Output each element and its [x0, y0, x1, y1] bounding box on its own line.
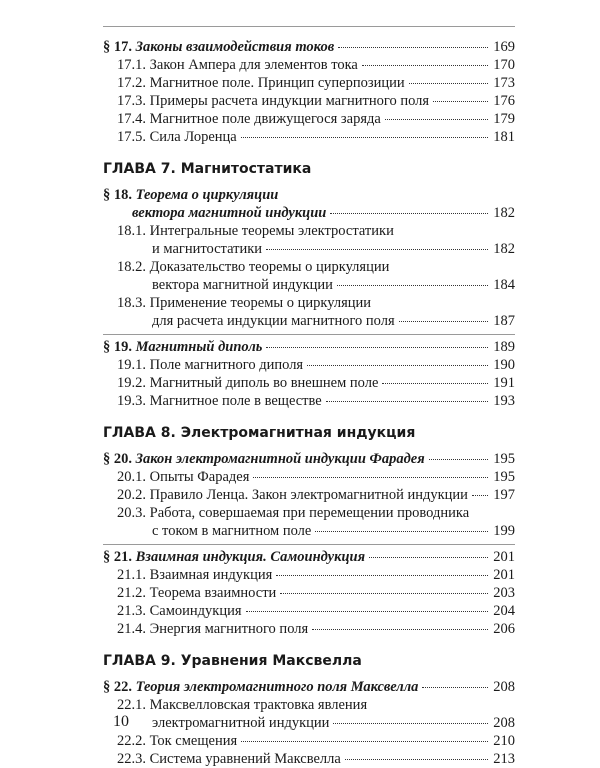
chapter-heading-9: ГЛАВА 9. Уравнения Максвелла	[103, 653, 362, 669]
page-ref: 182	[493, 241, 515, 257]
dot-leader	[307, 365, 488, 366]
item-title-line1: 18.3. Применение теоремы о циркуляции	[117, 295, 372, 311]
dot-leader	[382, 383, 488, 384]
item-title-line2: с током в магнитном поле	[152, 523, 312, 539]
page-ref: 213	[493, 751, 515, 767]
page-ref: 201	[493, 549, 515, 565]
toc-item-20-2[interactable]	[103, 486, 515, 504]
item-title-line1: 18.1. Интегральные теоремы электростатики	[117, 223, 394, 239]
page-ref: 210	[493, 733, 515, 749]
page-ref: 190	[493, 357, 515, 373]
toc-item-22-1[interactable]	[103, 696, 515, 714]
page-ref: 184	[493, 277, 515, 293]
toc-item-22-1-cont[interactable]	[103, 714, 515, 732]
dot-leader	[330, 213, 488, 214]
section-number: § 21.	[103, 549, 132, 565]
dot-leader	[362, 65, 488, 66]
toc-item-18-2-cont[interactable]	[103, 276, 515, 294]
dot-leader	[345, 759, 488, 760]
toc-item-19-3[interactable]	[103, 392, 515, 410]
dot-leader	[399, 321, 488, 322]
dot-leader	[253, 477, 488, 478]
toc-item-21-2[interactable]	[103, 584, 515, 602]
item-title: 19.2. Магнитный диполь во внешнем поле	[117, 375, 379, 391]
section-number: § 19.	[103, 339, 132, 355]
toc-item-18-2[interactable]	[103, 258, 515, 276]
item-title: 20.2. Правило Ленца. Закон электромагнитной индукции	[117, 487, 468, 503]
top-rule	[103, 26, 515, 27]
page-ref: 199	[493, 523, 515, 539]
toc-item-18-3-cont[interactable]	[103, 312, 515, 330]
page-ref: 182	[493, 205, 515, 221]
dot-leader	[338, 47, 488, 48]
toc-section-19[interactable]	[103, 338, 515, 356]
toc-section-20[interactable]	[103, 450, 515, 468]
page-ref: 181	[493, 129, 515, 145]
item-title: 22.3. Система уравнений Максвелла	[117, 751, 341, 767]
dot-leader	[312, 629, 488, 630]
page-ref: 189	[493, 339, 515, 355]
dot-leader	[266, 249, 488, 250]
toc-item-18-1[interactable]	[103, 222, 515, 240]
dot-leader	[276, 575, 488, 576]
table-of-contents	[103, 38, 515, 768]
page-ref: 203	[493, 585, 515, 601]
dot-leader	[385, 119, 488, 120]
page-ref: 179	[493, 111, 515, 127]
item-title-line1: 20.3. Работа, совершаемая при перемещении проводника	[117, 505, 470, 521]
page-ref: 208	[493, 679, 515, 695]
toc-section-17[interactable]	[103, 38, 515, 56]
page-ref: 176	[493, 93, 515, 109]
dot-leader	[433, 101, 488, 102]
dot-leader	[241, 741, 488, 742]
page-ref: 195	[493, 469, 515, 485]
page-number: 10	[113, 713, 129, 730]
item-title: 17.2. Магнитное поле. Принцип суперпозиции	[117, 75, 405, 91]
section-number: § 17.	[103, 39, 132, 55]
item-title: 19.1. Поле магнитного диполя	[117, 357, 304, 373]
item-title-line2: вектора магнитной индукции	[152, 277, 333, 293]
page-ref: 195	[493, 451, 515, 467]
section-number: § 18.	[103, 187, 132, 203]
section-divider	[103, 544, 515, 545]
chapter-heading-8: ГЛАВА 8. Электромагнитная индукция	[103, 425, 416, 441]
page-ref: 197	[493, 487, 515, 503]
dot-leader	[280, 593, 488, 594]
page-ref: 206	[493, 621, 515, 637]
toc-item-20-3-cont[interactable]	[103, 522, 515, 540]
dot-leader	[266, 347, 488, 348]
toc-item-21-4[interactable]	[103, 620, 515, 638]
item-title: 22.2. Ток смещения	[117, 733, 238, 749]
item-title: 17.5. Сила Лоренца	[117, 129, 237, 145]
page-ref: 191	[493, 375, 515, 391]
item-title: 21.3. Самоиндукция	[117, 603, 242, 619]
section-title-line1: Теорема о циркуляции	[135, 187, 279, 203]
toc-item-20-1[interactable]	[103, 468, 515, 486]
toc-item-17-4[interactable]	[103, 110, 515, 128]
dot-leader	[409, 83, 488, 84]
section-number: § 20.	[103, 451, 132, 467]
dot-leader	[369, 557, 488, 558]
dot-leader	[429, 459, 488, 460]
dot-leader	[472, 495, 488, 496]
item-title-line1: 22.1. Максвелловская трактовка явления	[117, 697, 368, 713]
section-title: Магнитный диполь	[135, 339, 263, 355]
toc-item-17-3[interactable]	[103, 92, 515, 110]
page-ref: 193	[493, 393, 515, 409]
item-title: 17.1. Закон Ампера для элементов тока	[117, 57, 358, 73]
item-title-line2: электромагнитной индукции	[152, 715, 330, 731]
toc-item-17-2[interactable]	[103, 74, 515, 92]
dot-leader	[333, 723, 488, 724]
dot-leader	[422, 687, 488, 688]
toc-item-18-1-cont[interactable]	[103, 240, 515, 258]
item-title: 21.1. Взаимная индукция	[117, 567, 273, 583]
item-title: 19.3. Магнитное поле в веществе	[117, 393, 322, 409]
toc-item-21-3[interactable]	[103, 602, 515, 620]
section-divider	[103, 334, 515, 335]
page-ref: 201	[493, 567, 515, 583]
item-title: 21.4. Энергия магнитного поля	[117, 621, 309, 637]
section-title: Теория электромагнитного поля Максвелла	[135, 679, 419, 695]
chapter-heading-7: ГЛАВА 7. Магнитостатика	[103, 161, 312, 177]
item-title: 21.2. Теорема взаимности	[117, 585, 277, 601]
section-title: Взаимная индукция. Самоиндукция	[135, 549, 366, 565]
toc-item-20-3[interactable]	[103, 504, 515, 522]
page-ref: 204	[493, 603, 515, 619]
item-title: 17.3. Примеры расчета индукции магнитного поля	[117, 93, 430, 109]
toc-section-18[interactable]	[103, 186, 515, 204]
dot-leader	[326, 401, 488, 402]
page-ref: 169	[493, 39, 515, 55]
toc-item-21-1[interactable]	[103, 566, 515, 584]
section-title: Законы взаимодействия токов	[135, 39, 335, 55]
toc-item-18-3[interactable]	[103, 294, 515, 312]
toc-item-19-2[interactable]	[103, 374, 515, 392]
page-ref: 173	[493, 75, 515, 91]
item-title: 17.4. Магнитное поле движущегося заряда	[117, 111, 381, 127]
section-title-line2: вектора магнитной индукции	[132, 205, 327, 221]
dot-leader	[337, 285, 488, 286]
page-ref: 170	[493, 57, 515, 73]
toc-section-21[interactable]	[103, 548, 515, 566]
page-ref: 187	[493, 313, 515, 329]
dot-leader	[241, 137, 488, 138]
toc-section-18-cont[interactable]	[103, 204, 515, 222]
item-title: 20.1. Опыты Фарадея	[117, 469, 250, 485]
toc-item-22-3[interactable]	[103, 750, 515, 768]
item-title-line2: и магнитостатики	[152, 241, 263, 257]
toc-item-22-2[interactable]	[103, 732, 515, 750]
toc-item-17-5[interactable]	[103, 128, 515, 146]
dot-leader	[315, 531, 488, 532]
section-title: Закон электромагнитной индукции Фарадея	[135, 451, 425, 467]
page-ref: 208	[493, 715, 515, 731]
toc-section-22[interactable]	[103, 678, 515, 696]
dot-leader	[246, 611, 488, 612]
toc-item-19-1[interactable]	[103, 356, 515, 374]
section-number: § 22.	[103, 679, 132, 695]
item-title-line2: для расчета индукции магнитного поля	[152, 313, 395, 329]
toc-item-17-1[interactable]	[103, 56, 515, 74]
item-title-line1: 18.2. Доказательство теоремы о циркуляции	[117, 259, 390, 275]
